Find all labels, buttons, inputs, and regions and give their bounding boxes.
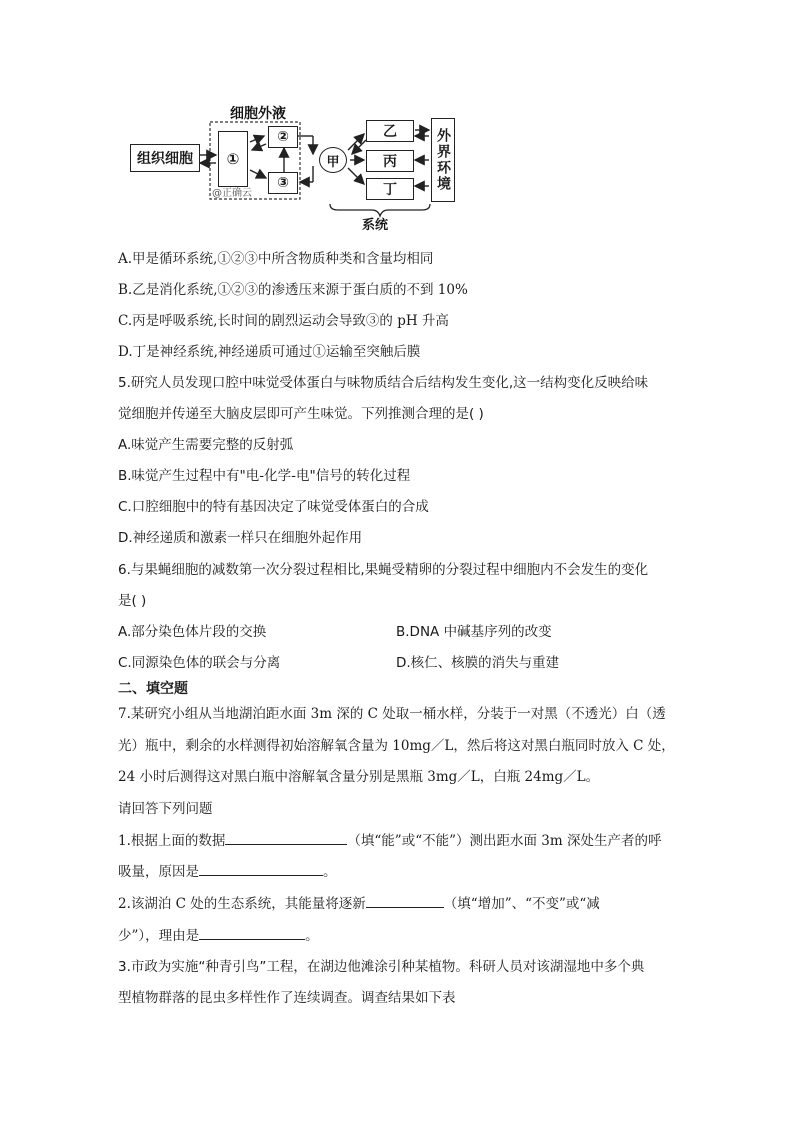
bing-box: 丙 [366,150,414,172]
q4-option-a: A.甲是循环系统,①②③中所含物质种类和含量均相同 [118,251,434,267]
q4-option-d: D.丁是神经系统,神经递质可通过①运输至突触后膜 [118,344,421,360]
q5-option-a: A.味觉产生需要完整的反射弧 [118,437,294,453]
node-1-box: ① [218,131,248,187]
body-fluid-diagram [118,100,468,233]
q7-line3: 24 小时后测得这对黑白瓶中溶解氧含量分别是黑瓶 3mg／L，白瓶 24mg／L。 [118,769,600,785]
q7-sub1-text-c: 吸量，原因是 [118,864,199,880]
environment-box: 外界环境 [431,118,455,202]
jia-circle: 甲 [319,147,347,173]
node-2-box: ② [268,126,298,148]
q7-sub1-text-a: 1.根据上面的数据 [118,833,226,849]
q7-sub3-line2: 型植物群落的昆虫多样性作了连续调查。调查结果如下表 [118,990,456,1006]
extracellular-label: 细胞外液 [230,106,286,122]
q6-option-d: D.核仁、核膜的消失与重建 [396,655,560,671]
q7-sub2-text-a: 2.该湖泊 C 处的生态系统，其能量将逐新 [118,896,366,912]
q6-option-b: B.DNA 中碱基序列的改变 [396,624,552,640]
q7-sub1-text-b: （填“能”或“不能”）测出距水面 3m 深处生产者的呼 [347,833,662,849]
system-label: 系统 [362,218,389,233]
q7-sub1-blank2[interactable] [199,861,323,876]
q7-line2: 光）瓶中，剩余的水样测得初始溶解氧含量为 10mg／L，然后将这对黑白瓶同时放入 C 处， [118,738,675,754]
q7-sub1-text-d: 。 [323,864,337,880]
q7-sub2-line1 [118,893,600,914]
section-title: 二、填空题 [118,681,188,697]
q7-line1: 7.某研究小组从当地湖泊距水面 3m 深的 C 处取一桶水样，分装于一对黑（不透光）白（透 [118,706,666,722]
q6-stem-line1: 6.与果蝇细胞的减数第一次分裂过程相比,果蝇受精卵的分裂过程中细胞内不会发生的变化 [118,562,649,578]
q5-option-d: D.神经递质和激素一样只在细胞外起作用 [118,530,363,546]
q5-stem-line1: 5.研究人员发现口腔中味觉受体蛋白与味物质结合后结构发生变化,这一结构变化反映给味 [118,375,649,391]
q7-sub2-text-d: 。 [305,928,319,944]
watermark-text: @正确云 [212,188,252,199]
q7-sub2-text-b: （填“增加”、“不变”或“减 [443,896,600,912]
node-3-box: ③ [268,172,298,194]
tissue-cell-box: 组织细胞 [130,144,200,172]
q7-prompt: 请回答下列问题 [118,801,213,817]
q6-option-a: A.部分染色体片段的交换 [118,624,267,640]
q4-option-c: C.丙是呼吸系统,长时间的剧烈运动会导致③的 pH 升高 [118,313,449,329]
q4-option-b: B.乙是消化系统,①②③的渗透压来源于蛋白质的不到 10% [118,282,468,298]
q7-sub1-blank1[interactable] [225,830,347,845]
q7-sub1-line2 [118,861,337,882]
q7-sub2-line2 [118,925,319,946]
q7-sub2-blank2[interactable] [199,925,305,940]
q7-sub2-text-c: 少”），理由是 [118,928,200,944]
q7-sub2-blank1[interactable] [366,893,444,908]
yi-box: 乙 [366,120,414,142]
q5-option-c: C.口腔细胞中的特有基因决定了味觉受体蛋白的合成 [118,499,429,515]
q6-option-c: C.同源染色体的联会与分离 [118,655,281,671]
q7-sub3-line1: 3.市政为实施“种青引鸟”工程，在湖边他滩涂引种某植物。科研人员对该湖湿地中多个典 [118,959,645,975]
ding-box: 丁 [366,178,414,200]
q7-sub1-line1 [118,830,661,851]
q6-stem-line2: 是( ) [118,593,147,609]
q5-option-b: B.味觉产生过程中有"电-化学-电"信号的转化过程 [118,468,411,484]
q5-stem-line2: 觉细胞并传递至大脑皮层即可产生味觉。下列推测合理的是( ) [118,406,484,422]
